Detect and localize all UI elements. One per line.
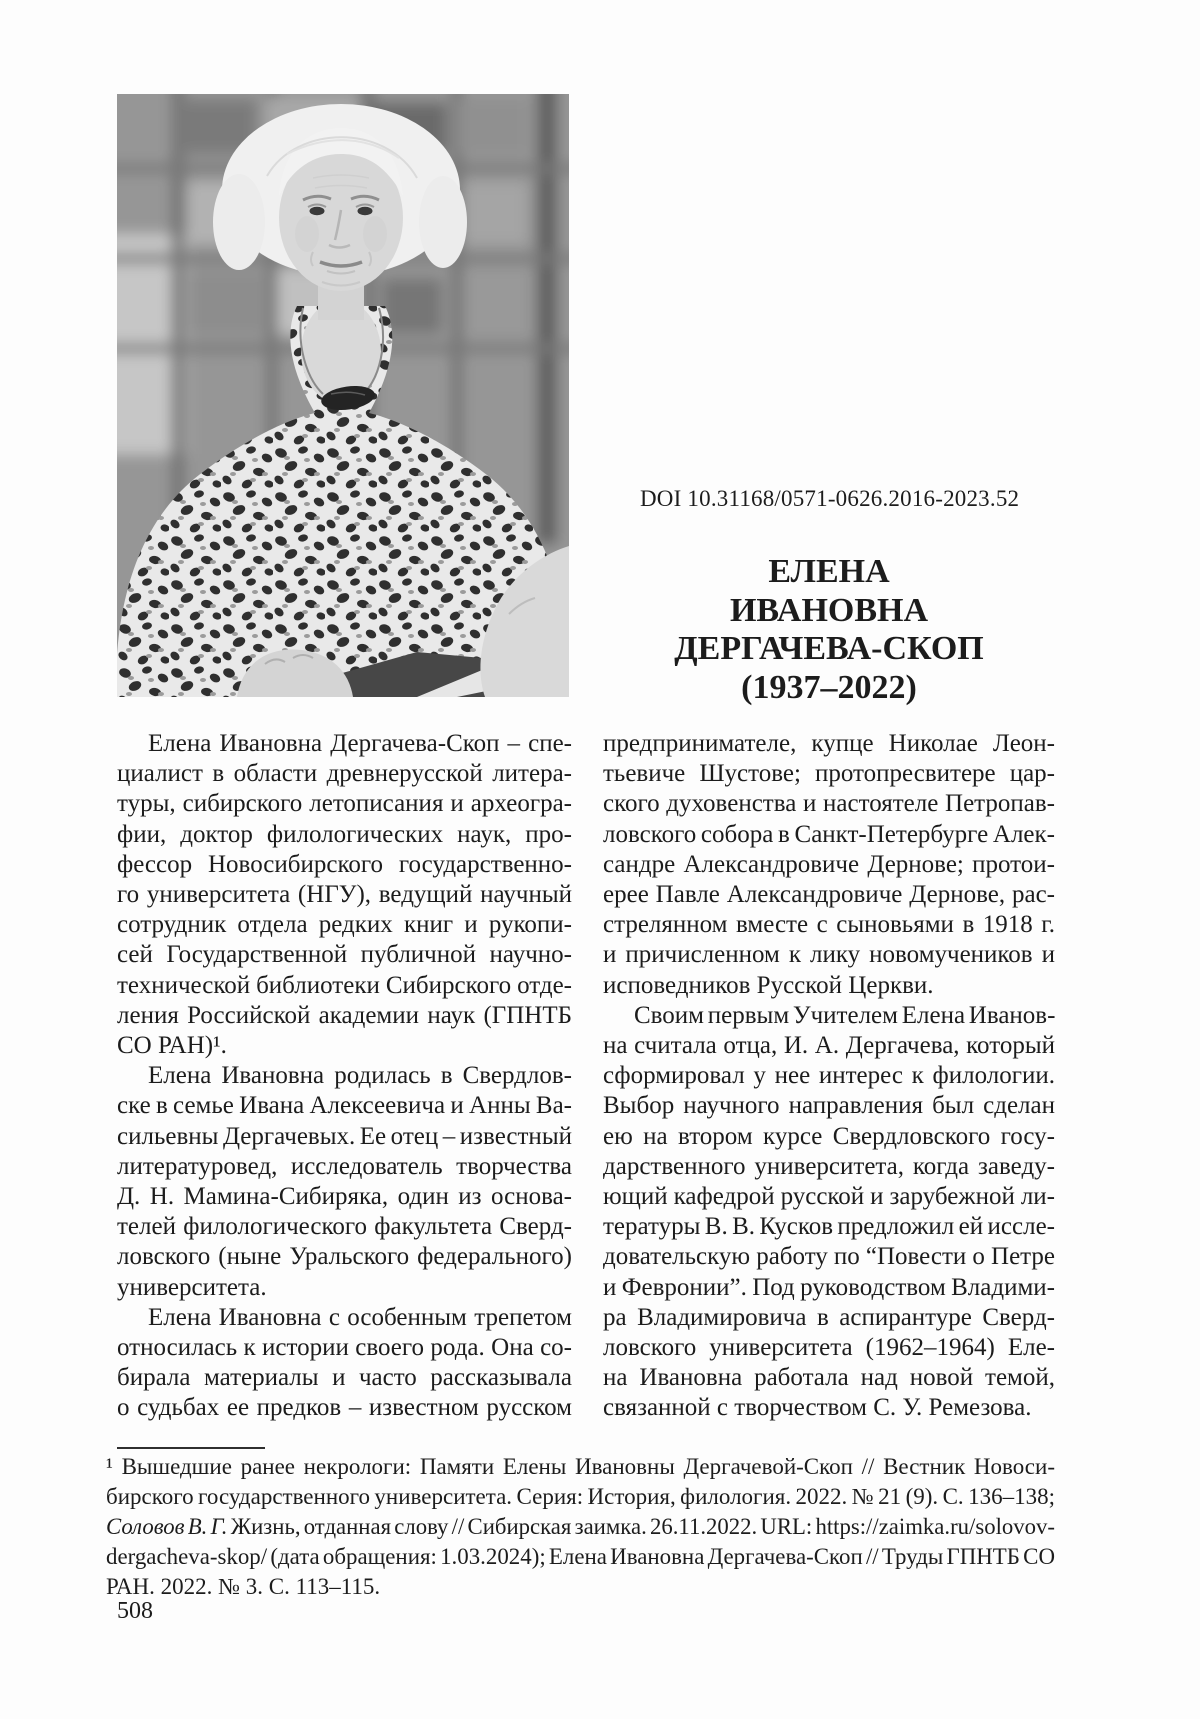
text-line: ерее Павле Александровиче Дернове, рас-	[603, 881, 1055, 909]
text-line: Выбор научного направления был сделан	[603, 1092, 1055, 1120]
text-line: Елена Ивановна Дергачева-Скоп – спе-	[148, 730, 572, 757]
text-line: тьевиче Шустове; протопресвитере цар-	[603, 760, 1055, 788]
article-title-line: ЕЛЕНА	[768, 553, 890, 590]
author-name-italic: Соловов В. Г.	[106, 1514, 228, 1539]
article-title-line: (1937–2022)	[741, 668, 917, 706]
text-line: о судьбах ее предков – известном русском	[117, 1394, 572, 1422]
text-line: ею на втором курсе Свердловского госу-	[603, 1122, 1055, 1150]
text-line: стрелянном вместе с сыновьями в 1918 г.	[603, 911, 1055, 939]
text-line: ловского собора в Санкт-Петербурге Алек-	[603, 820, 1055, 848]
text-line: фии, доктор филологических наук, про-	[117, 820, 572, 848]
text-line: ловского (ныне Уральского федерального)	[117, 1243, 572, 1271]
page-number: 508	[117, 1598, 153, 1624]
text-line: фессор Новосибирского государственно-	[117, 850, 572, 878]
portrait-photo	[117, 94, 569, 697]
text-line: Своим первым Учителем Елена Иванов-	[634, 1001, 1056, 1029]
doi-line: DOI 10.31168/0571-0626.2016-2023.52	[640, 486, 1020, 511]
footnote-rule	[117, 1447, 265, 1449]
text-line: ске в семье Ивана Алексеевича и Анны Ва-	[117, 1092, 572, 1120]
text-line: сей Государственной публичной научно-	[117, 941, 572, 969]
text-line: Елена Ивановна родилась в Свердлов-	[148, 1062, 572, 1090]
text-line: го университета (НГУ), ведущий научный	[117, 881, 572, 909]
text-line: Д. Н. Мамина-Сибиряка, один из основа-	[117, 1183, 572, 1211]
text-line: тературы В. В. Кусков предложил ей иссле-	[603, 1213, 1055, 1241]
text-line: туры, сибирского летописания и археогра-	[117, 790, 572, 818]
text-line: Елена Ивановна с особенным трепетом	[148, 1303, 572, 1331]
text-line: технической библиотеки Сибирского отде-	[117, 971, 572, 999]
article-title	[603, 553, 1055, 707]
footnote-line: РАН. 2022. № 3. С. 113–115.	[106, 1574, 381, 1599]
text-line: телей филологического факультета Сверд-	[117, 1213, 572, 1241]
text-line: ского духовенства и настоятеле Петропав-	[603, 790, 1055, 818]
text-line: бирала материалы и часто рассказывала	[117, 1364, 572, 1392]
text-line: и причисленном к лику новомучеников и	[603, 941, 1055, 969]
footnote-line: dergacheva-skop/ (дата обращения: 1.03.2024); Елена Ивановна Дергачева-Скоп // Труды ГПНТБ СО	[106, 1544, 1055, 1569]
text-line: на Ивановна работала над новой темой,	[603, 1364, 1055, 1392]
text-line: предпринимателе, купце Николае Леон-	[603, 730, 1055, 757]
text-line: сандре Александровиче Дернове; протои-	[603, 850, 1055, 878]
footnote-line: Соловов В. Г. Жизнь, отданная слову // Сибирская заимка. 26.11.2022. URL: https://zaimka.ru/solovov-	[106, 1514, 1055, 1539]
text-line: ловского университета (1962–1964) Еле-	[603, 1334, 1055, 1362]
text-line: ра Владимировича в аспирантуре Сверд-	[603, 1303, 1055, 1331]
article-title-line: ДЕРГАЧЕВА-СКОП	[674, 630, 984, 667]
text-line: сильевны Дергачевых. Ее отец – известный	[117, 1122, 572, 1150]
text-line: связанной с творчеством С. У. Ремезова.	[603, 1394, 1032, 1422]
footnote-line: ¹ Вышедшие ранее некрологи: Памяти Елены Ивановны Дергачевой-Скоп // Вестник Новоси-	[106, 1454, 1055, 1479]
text-line: исповедников Русской Церкви.	[603, 971, 934, 999]
text-line: ления Российской академии наук (ГПНТБ	[117, 1001, 572, 1029]
text-line: литературовед, исследователь творчества	[117, 1152, 572, 1180]
text-line: и Февронии”. Под руководством Владими-	[603, 1273, 1055, 1301]
article-title-line: ИВАНОВНА	[729, 591, 929, 629]
footnote-line: бирского государственного университета. Серия: История, филология. 2022. № 21 (9). С. 136–138;	[106, 1484, 1055, 1509]
text-line: СО РАН)¹.	[117, 1032, 227, 1060]
text-line: относилась к истории своего рода. Она со-	[117, 1334, 572, 1362]
text-line: сформировал у нее интерес к филологии.	[603, 1062, 1055, 1090]
text-line: довательскую работу по “Повести о Петре	[603, 1243, 1055, 1271]
text-line: на считала отца, И. А. Дергачева, который	[603, 1032, 1055, 1060]
text-line: университета.	[117, 1273, 267, 1301]
text-line: сотрудник отдела редких книг и рукопи-	[117, 911, 572, 939]
footnote	[106, 1452, 1055, 1602]
text-line: дарственного университета, когда заведу-	[603, 1152, 1055, 1180]
text-line: ющий кафедрой русской и зарубежной ли-	[603, 1183, 1055, 1211]
text-line: циалист в области древнерусской литера-	[117, 760, 572, 788]
body-column-right	[603, 729, 1055, 1424]
body-column-left	[117, 729, 572, 1424]
